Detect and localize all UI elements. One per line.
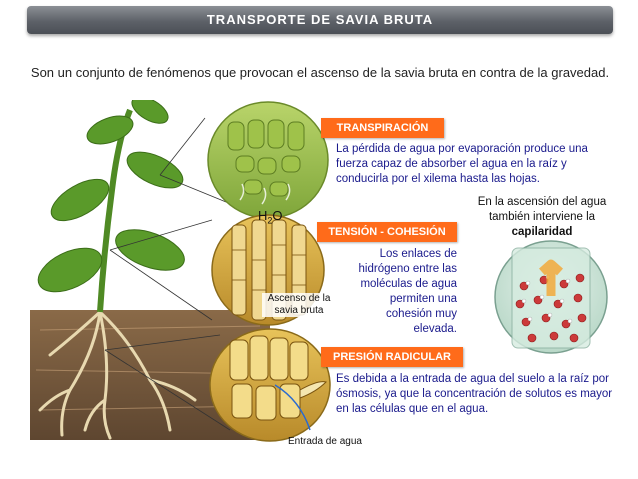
tension-desc: Los enlaces de hidrógeno entre las moléculas de agua permiten una cohesión muy elevada.: [358, 248, 457, 335]
presion-tag: PRESIÓN RADICULAR: [321, 347, 463, 367]
entrada-agua-label: Entrada de agua: [288, 436, 362, 447]
zoom-leaf-cells: [208, 102, 328, 218]
h2o-label: $H_2O$: [258, 208, 283, 226]
transpiracion-tag: TRANSPIRACIÓN: [321, 118, 444, 138]
transpiracion-desc: La pérdida de agua por evaporación produce una fuerza capaz de absorber el agua en la raíz y conducirla por el xilema hasta las hojas.: [336, 143, 588, 185]
tension-tag: TENSIÓN - COHESIÓN: [317, 222, 457, 242]
zoom-root-cells: [210, 329, 330, 441]
ascenso-label: Ascenso de la savia bruta: [262, 293, 336, 317]
title-bar: [27, 6, 613, 34]
capilaridad-desc: En la ascensión del agua también interviene la capilaridad: [477, 196, 607, 238]
presion-desc: Es debida a la entrada de agua del suelo a la raíz por ósmosis, ya que la concentración de solutos es mayor en las células que en el agua.: [336, 373, 613, 415]
page-title: TRANSPORTE DE SAVIA BRUTA: [206, 12, 434, 27]
capillary-illustration: [492, 238, 610, 356]
intro-text: Son un conjunto de fenómenos que provocan el ascenso de la savia bruta en contra de la gravedad.: [30, 65, 610, 80]
